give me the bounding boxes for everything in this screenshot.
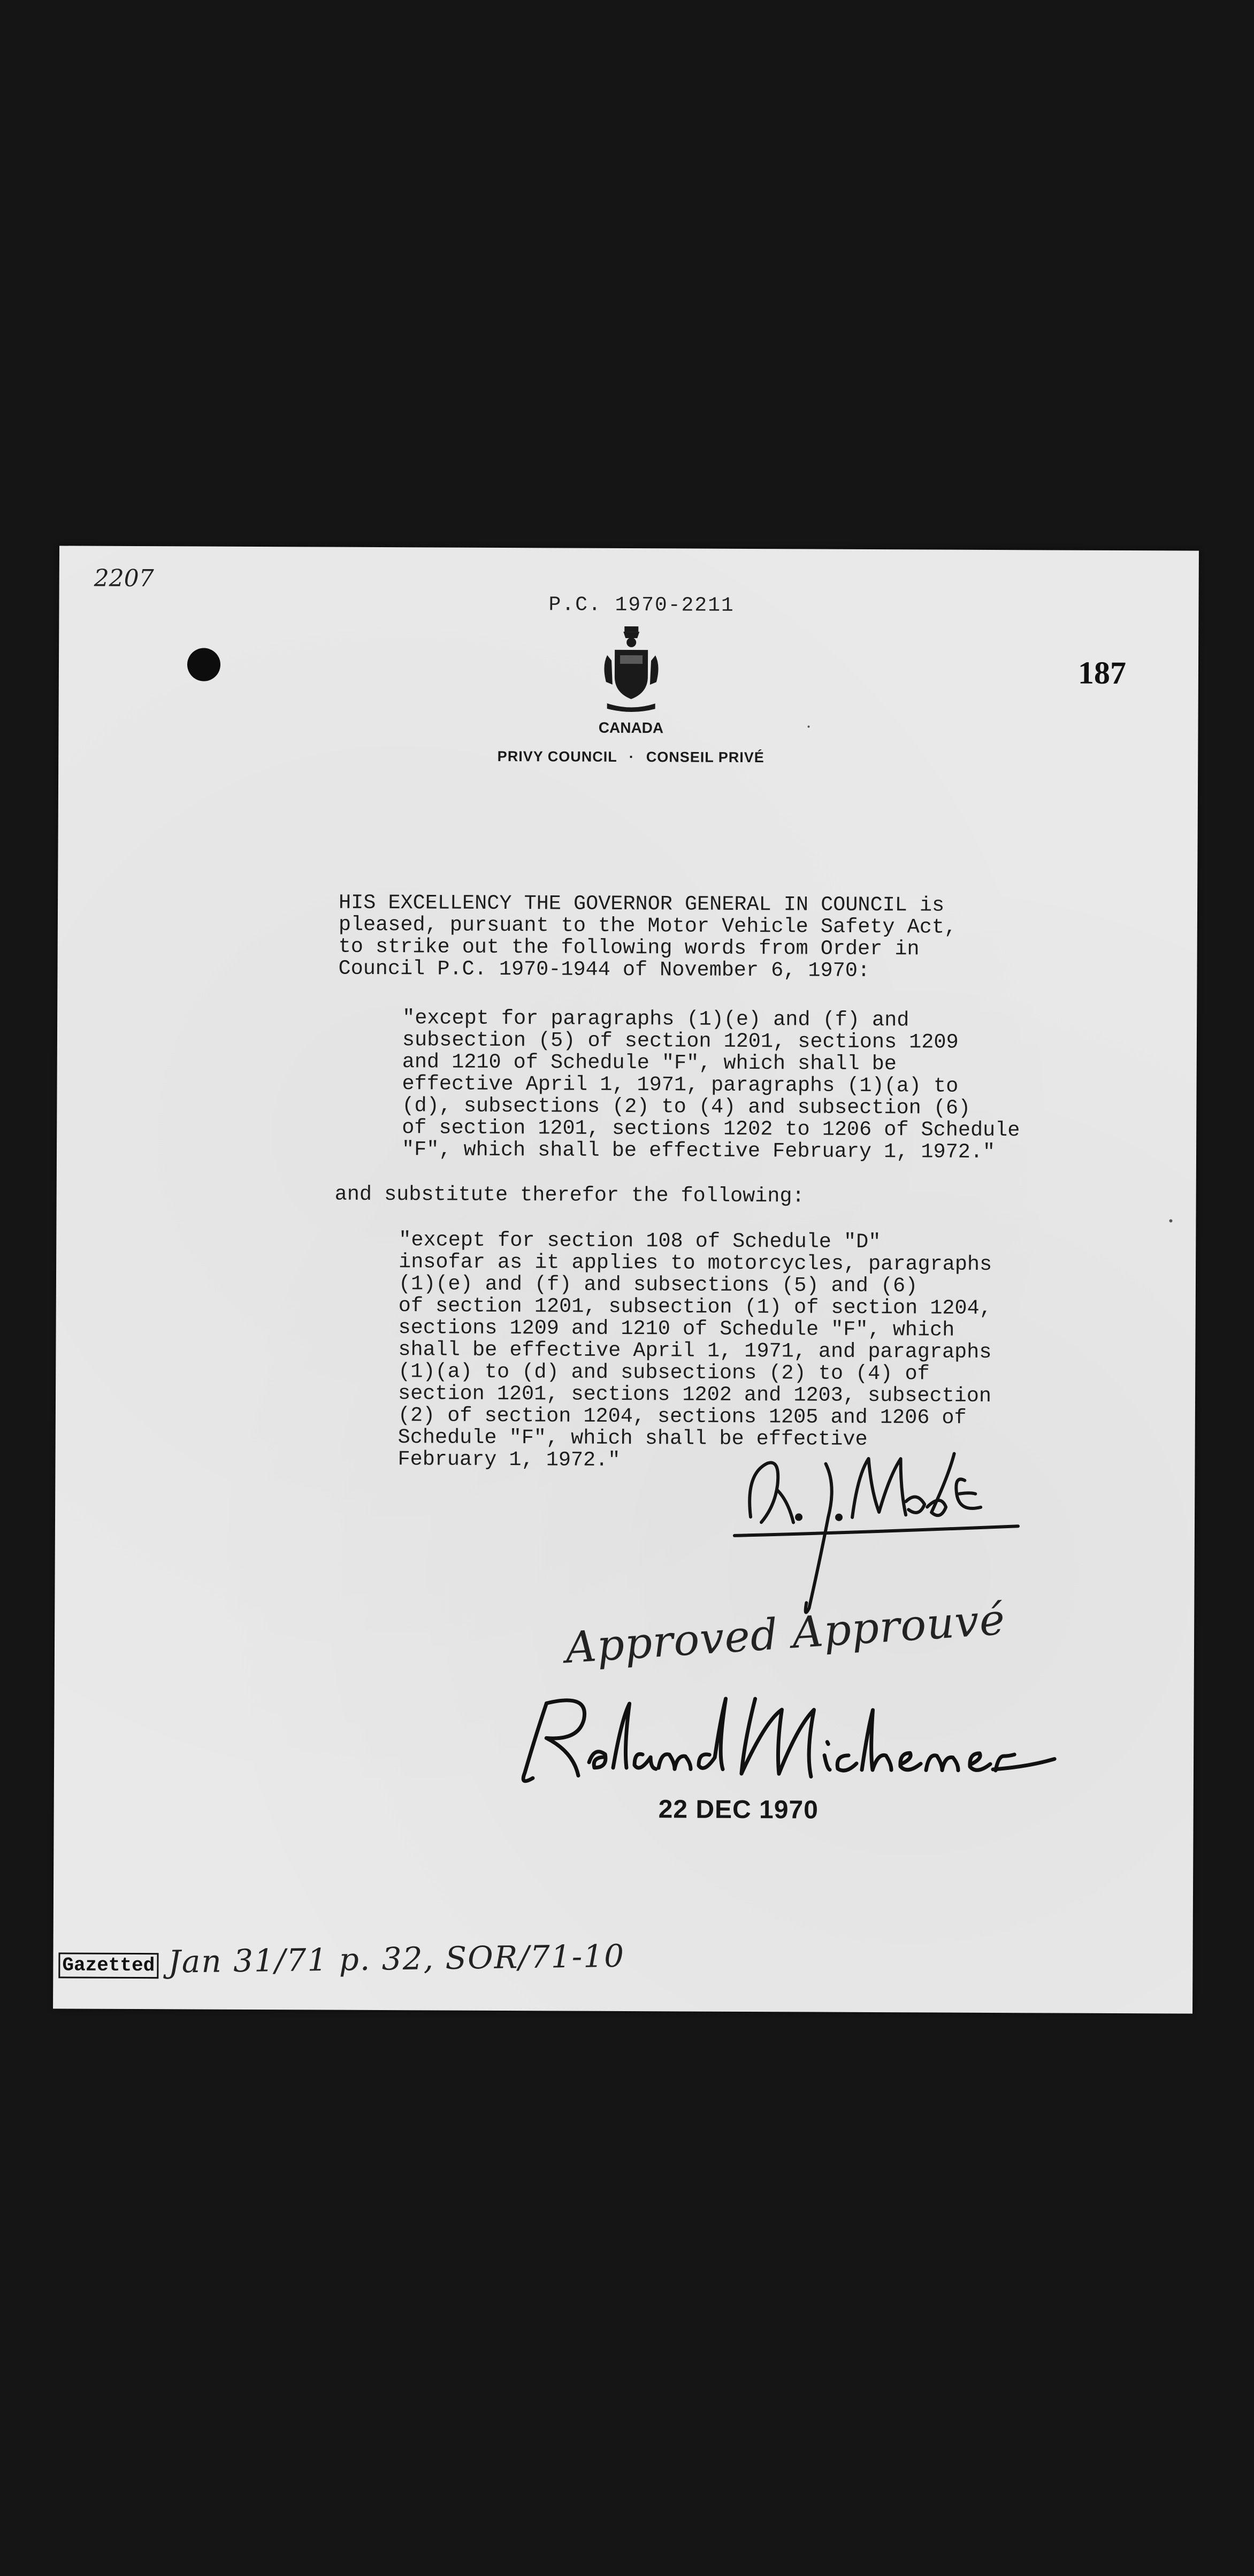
gazetted-stamp: Gazetted <box>58 1952 158 1979</box>
substitute-line: and substitute therefor the following: <box>334 1182 805 1208</box>
council-separator: · <box>629 749 634 765</box>
intro-line: pleased, pursuant to the Motor Vehicle Safety Act, <box>338 913 957 939</box>
coat-of-arms-icon <box>597 623 667 715</box>
quote-line: (1)(e) and (f) and subsections (5) and (6) <box>398 1272 918 1298</box>
quote-line: Schedule "F", which shall be effective <box>397 1425 868 1451</box>
intro-paragraph <box>338 892 957 983</box>
quote-line: of section 1201, sections 1202 to 1206 of Schedule <box>402 1116 1020 1143</box>
quote-line: February 1, 1972." <box>397 1447 621 1472</box>
intro-line: to strike out the following words from Order in <box>338 934 920 961</box>
page-number: 187 <box>1077 655 1127 691</box>
letterhead-country: CANADA <box>598 719 664 737</box>
quote-line: "except for section 108 of Schedule "D" <box>399 1228 881 1254</box>
quote-line: (d), subsections (2) to (4) and subsection (6) <box>402 1094 971 1120</box>
quote-line: shall be effective April 1, 1971, and paragraphs <box>398 1338 992 1364</box>
quote-line: "F", which shall be effective February 1, 1972." <box>401 1138 996 1164</box>
council-french: CONSEIL PRIVÉ <box>646 749 764 766</box>
quote-line: (2) of section 1204, sections 1205 and 1206 of <box>397 1404 967 1430</box>
governor-signature <box>514 1687 1060 1796</box>
quote-line: and 1210 of Schedule "F", which shall be <box>402 1050 897 1076</box>
intro-line: Council P.C. 1970-1944 of November 6, 1970: <box>338 956 870 983</box>
quote-line: of section 1201, subsection (1) of section 1204, <box>398 1294 992 1320</box>
quote-line: effective April 1, 1971, paragraphs (1)(a) to <box>402 1072 959 1098</box>
quote-line: "except for paragraphs (1)(e) and (f) and <box>402 1006 909 1032</box>
quote-line: (1)(a) to (d) and subsections (2) to (4) of <box>398 1360 930 1386</box>
substituted-quote <box>397 1229 992 1473</box>
clerk-signature <box>729 1442 1029 1620</box>
paper-speck <box>808 725 810 727</box>
document-page <box>53 546 1199 2013</box>
council-english: PRIVY COUNCIL <box>497 748 617 765</box>
intro-line: HIS EXCELLENCY THE GOVERNOR GENERAL IN COUNCIL is <box>338 891 945 917</box>
quote-line: section 1201, sections 1202 and 1203, subsection <box>397 1382 992 1408</box>
quote-line: sections 1209 and 1210 of Schedule "F", which <box>398 1316 955 1342</box>
quote-line: insofar as it applies to motorcycles, paragraphs <box>399 1250 992 1276</box>
quote-line: subsection (5) of section 1201, sections 1209 <box>402 1028 959 1054</box>
paper-speck <box>1169 1219 1172 1222</box>
letterhead-council <box>444 748 818 766</box>
struck-out-quote <box>402 1007 1020 1163</box>
approval-handwriting: Approved Approuvé <box>563 1594 1007 1673</box>
punch-hole <box>187 648 220 681</box>
order-number: P.C. 1970-2211 <box>548 593 735 617</box>
date-stamp: 22 DEC 1970 <box>658 1795 819 1824</box>
handwritten-serial: 2207 <box>94 564 154 593</box>
gazette-note: Jan 31/71 p. 32, SOR/71-10 <box>168 1937 625 1980</box>
